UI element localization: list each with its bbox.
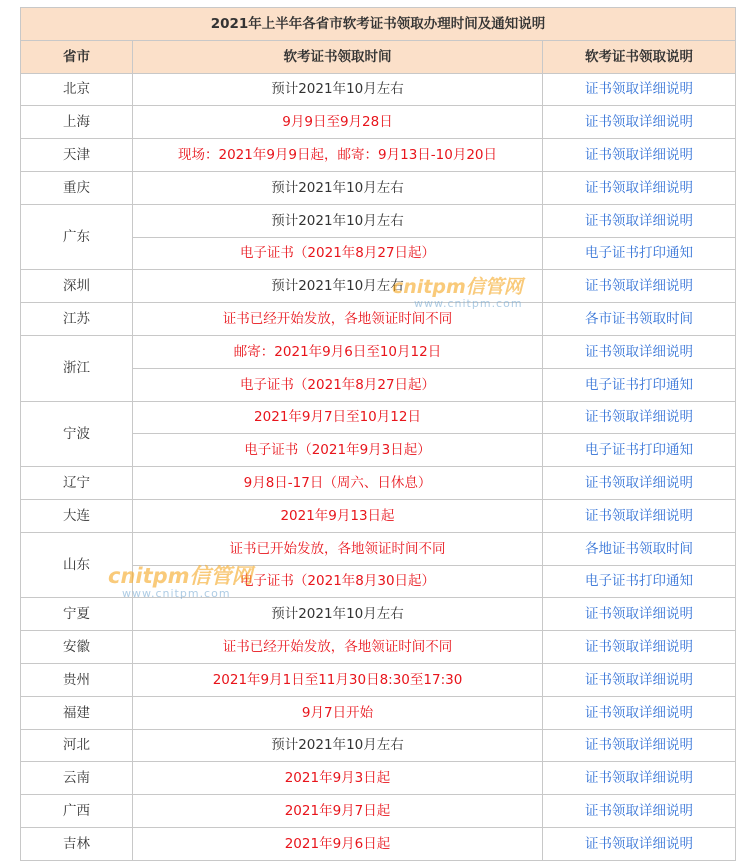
watermark-logo: cnitpm信管网	[392, 276, 523, 298]
note-link[interactable]: 证书领取详细说明	[543, 729, 736, 762]
watermark-url: www.cnitpm.com	[414, 297, 523, 310]
time-cell: 电子证书（2021年9月3日起）	[133, 434, 543, 467]
table-row	[21, 106, 736, 139]
table-row	[21, 598, 736, 631]
note-link[interactable]: 证书领取详细说明	[543, 762, 736, 795]
time-cell: 邮寄：2021年9月6日至10月12日	[133, 335, 543, 368]
table-row	[21, 335, 736, 368]
time-cell: 证书已经开始发放，各地领证时间不同	[133, 631, 543, 664]
note-link[interactable]: 电子证书打印通知	[543, 565, 736, 598]
table-row	[21, 532, 736, 565]
time-cell: 预计2021年10月左右	[133, 729, 543, 762]
table-row	[21, 401, 736, 434]
province-cell: 宁夏	[21, 598, 133, 631]
province-cell: 大连	[21, 499, 133, 532]
certificate-table	[20, 7, 736, 861]
note-link[interactable]: 各市证书领取时间	[543, 303, 736, 336]
time-cell: 电子证书（2021年8月27日起）	[133, 368, 543, 401]
time-cell: 电子证书（2021年8月27日起）	[133, 237, 543, 270]
province-cell: 上海	[21, 106, 133, 139]
time-cell: 预计2021年10月左右	[133, 598, 543, 631]
table-row	[21, 73, 736, 106]
province-cell: 江苏	[21, 303, 133, 336]
province-cell: 山东	[21, 532, 133, 598]
table-row	[21, 303, 736, 336]
header-time: 软考证书领取时间	[133, 40, 543, 73]
province-cell: 贵州	[21, 663, 133, 696]
time-cell: 2021年9月7日起	[133, 795, 543, 828]
province-cell: 安徽	[21, 631, 133, 664]
note-link[interactable]: 电子证书打印通知	[543, 368, 736, 401]
time-cell: 现场：2021年9月9日起，邮寄：9月13日-10月20日	[133, 139, 543, 172]
watermark-url: www.cnitpm.com	[122, 587, 231, 600]
table-row	[21, 499, 736, 532]
table-row	[21, 204, 736, 237]
time-cell: 预计2021年10月左右	[133, 73, 543, 106]
note-link[interactable]: 证书领取详细说明	[543, 401, 736, 434]
table-row	[21, 663, 736, 696]
province-cell: 广西	[21, 795, 133, 828]
note-link[interactable]: 证书领取详细说明	[543, 631, 736, 664]
time-cell: 2021年9月13日起	[133, 499, 543, 532]
table-row	[21, 631, 736, 664]
province-cell: 天津	[21, 139, 133, 172]
province-cell: 河北	[21, 729, 133, 762]
time-cell: 预计2021年10月左右	[133, 171, 543, 204]
table-title: 2021年上半年各省市软考证书领取办理时间及通知说明	[21, 8, 736, 41]
time-cell: 预计2021年10月左右	[133, 204, 543, 237]
province-cell: 广东	[21, 204, 133, 270]
province-cell: 云南	[21, 762, 133, 795]
province-cell: 深圳	[21, 270, 133, 303]
note-link[interactable]: 证书领取详细说明	[543, 663, 736, 696]
table-row	[21, 696, 736, 729]
note-link[interactable]: 证书领取详细说明	[543, 827, 736, 860]
time-cell: 9月7日开始	[133, 696, 543, 729]
note-link[interactable]: 证书领取详细说明	[543, 139, 736, 172]
note-link[interactable]: 证书领取详细说明	[543, 696, 736, 729]
note-link[interactable]: 证书领取详细说明	[543, 106, 736, 139]
province-cell: 辽宁	[21, 467, 133, 500]
note-link[interactable]: 证书领取详细说明	[543, 270, 736, 303]
province-cell: 宁波	[21, 401, 133, 467]
note-link[interactable]: 证书领取详细说明	[543, 795, 736, 828]
time-cell: 2021年9月6日起	[133, 827, 543, 860]
province-cell: 浙江	[21, 335, 133, 401]
province-cell: 福建	[21, 696, 133, 729]
time-cell: 2021年9月3日起	[133, 762, 543, 795]
note-link[interactable]: 证书领取详细说明	[543, 335, 736, 368]
table-row	[21, 762, 736, 795]
time-cell: 电子证书（2021年8月30日起）	[133, 565, 543, 598]
table-row	[21, 827, 736, 860]
time-cell: 9月8日-17日（周六、日休息）	[133, 467, 543, 500]
table-row	[21, 795, 736, 828]
province-cell: 重庆	[21, 171, 133, 204]
table-title-row	[21, 8, 736, 41]
note-link[interactable]: 证书领取详细说明	[543, 598, 736, 631]
time-cell: 2021年9月7日至10月12日	[133, 401, 543, 434]
time-cell: 9月9日至9月28日	[133, 106, 543, 139]
table-row	[21, 139, 736, 172]
note-link[interactable]: 各地证书领取时间	[543, 532, 736, 565]
table-row	[21, 467, 736, 500]
table-row	[21, 729, 736, 762]
note-link[interactable]: 电子证书打印通知	[543, 434, 736, 467]
note-link[interactable]: 证书领取详细说明	[543, 499, 736, 532]
note-link[interactable]: 证书领取详细说明	[543, 467, 736, 500]
time-cell: 预计2021年10月左右	[133, 270, 543, 303]
header-province: 省市	[21, 40, 133, 73]
province-cell: 北京	[21, 73, 133, 106]
table-row	[21, 171, 736, 204]
time-cell: 证书已开始发放，各地领证时间不同	[133, 532, 543, 565]
time-cell: 证书已经开始发放，各地领证时间不同	[133, 303, 543, 336]
note-link[interactable]: 证书领取详细说明	[543, 73, 736, 106]
table-body	[21, 73, 736, 860]
table-row	[21, 270, 736, 303]
table-header-row	[21, 40, 736, 73]
note-link[interactable]: 证书领取详细说明	[543, 204, 736, 237]
header-note: 软考证书领取说明	[543, 40, 736, 73]
province-cell: 吉林	[21, 827, 133, 860]
note-link[interactable]: 电子证书打印通知	[543, 237, 736, 270]
note-link[interactable]: 证书领取详细说明	[543, 171, 736, 204]
watermark-logo: cnitpm信管网	[108, 564, 253, 588]
time-cell: 2021年9月1日至11月30日8:30至17:30	[133, 663, 543, 696]
